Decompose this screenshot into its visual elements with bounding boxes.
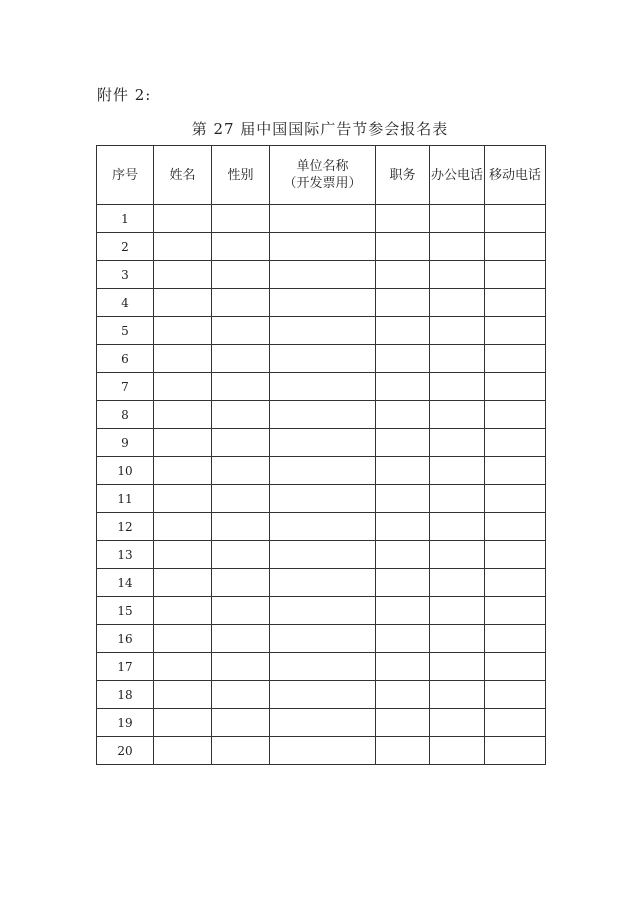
gender-field[interactable] bbox=[212, 345, 270, 373]
office-phone-field[interactable] bbox=[430, 317, 485, 345]
organization-field[interactable] bbox=[270, 317, 376, 345]
table-row bbox=[97, 569, 546, 597]
header-label: 职务 bbox=[389, 167, 416, 183]
name-field[interactable] bbox=[154, 597, 212, 625]
position-field[interactable] bbox=[376, 625, 430, 653]
office-phone-field[interactable] bbox=[430, 289, 485, 317]
table-row bbox=[97, 541, 546, 569]
mobile-phone-field[interactable] bbox=[485, 457, 546, 485]
name-field[interactable] bbox=[154, 373, 212, 401]
office-phone-field[interactable] bbox=[430, 345, 485, 373]
name-field[interactable] bbox=[154, 233, 212, 261]
gender-field[interactable] bbox=[212, 317, 270, 345]
header-cell-name bbox=[154, 146, 212, 205]
office-phone-field[interactable] bbox=[430, 457, 485, 485]
header-label: 性别 bbox=[227, 167, 254, 183]
header-cell-gender bbox=[212, 146, 270, 205]
position-field[interactable] bbox=[376, 737, 430, 765]
gender-field[interactable] bbox=[212, 457, 270, 485]
row-number: 12 bbox=[97, 513, 154, 541]
header-label: 办公电话 bbox=[430, 167, 483, 183]
position-field[interactable] bbox=[376, 513, 430, 541]
position-field[interactable] bbox=[376, 597, 430, 625]
position-field[interactable] bbox=[376, 569, 430, 597]
registration-table bbox=[96, 145, 546, 765]
name-field[interactable] bbox=[154, 541, 212, 569]
office-phone-field[interactable] bbox=[430, 569, 485, 597]
header-cell-position bbox=[376, 146, 430, 205]
position-field[interactable] bbox=[376, 457, 430, 485]
position-field[interactable] bbox=[376, 289, 430, 317]
mobile-phone-field[interactable] bbox=[485, 289, 546, 317]
header-cell-organization bbox=[270, 146, 376, 205]
position-field[interactable] bbox=[376, 205, 430, 233]
organization-field[interactable] bbox=[270, 597, 376, 625]
office-phone-field[interactable] bbox=[430, 541, 485, 569]
name-field[interactable] bbox=[154, 625, 212, 653]
organization-field[interactable] bbox=[270, 373, 376, 401]
name-field[interactable] bbox=[154, 317, 212, 345]
mobile-phone-field[interactable] bbox=[485, 653, 546, 681]
office-phone-field[interactable] bbox=[430, 625, 485, 653]
mobile-phone-field[interactable] bbox=[485, 597, 546, 625]
organization-field[interactable] bbox=[270, 289, 376, 317]
office-phone-field[interactable] bbox=[430, 681, 485, 709]
mobile-phone-field[interactable] bbox=[485, 569, 546, 597]
position-field[interactable] bbox=[376, 541, 430, 569]
gender-field[interactable] bbox=[212, 513, 270, 541]
gender-field[interactable] bbox=[212, 681, 270, 709]
gender-field[interactable] bbox=[212, 233, 270, 261]
row-number: 9 bbox=[97, 429, 154, 457]
name-field[interactable] bbox=[154, 429, 212, 457]
mobile-phone-field[interactable] bbox=[485, 429, 546, 457]
mobile-phone-field[interactable] bbox=[485, 485, 546, 513]
gender-field[interactable] bbox=[212, 737, 270, 765]
gender-field[interactable] bbox=[212, 205, 270, 233]
mobile-phone-field[interactable] bbox=[485, 681, 546, 709]
header-label: 移动电话 bbox=[488, 167, 541, 183]
table-row bbox=[97, 205, 546, 233]
row-number: 3 bbox=[97, 261, 154, 289]
organization-field[interactable] bbox=[270, 625, 376, 653]
mobile-phone-field[interactable] bbox=[485, 205, 546, 233]
organization-field[interactable] bbox=[270, 569, 376, 597]
name-field[interactable] bbox=[154, 289, 212, 317]
attachment-label: 附件 2: bbox=[97, 86, 152, 104]
name-field[interactable] bbox=[154, 261, 212, 289]
row-number: 4 bbox=[97, 289, 154, 317]
organization-field[interactable] bbox=[270, 513, 376, 541]
row-number: 8 bbox=[97, 401, 154, 429]
position-field[interactable] bbox=[376, 233, 430, 261]
name-field[interactable] bbox=[154, 485, 212, 513]
row-number: 19 bbox=[97, 709, 154, 737]
mobile-phone-field[interactable] bbox=[485, 401, 546, 429]
header-cell-mobile-phone bbox=[485, 146, 546, 205]
mobile-phone-field[interactable] bbox=[485, 345, 546, 373]
header-label: 姓名 bbox=[169, 167, 196, 183]
office-phone-field[interactable] bbox=[430, 597, 485, 625]
gender-field[interactable] bbox=[212, 569, 270, 597]
mobile-phone-field[interactable] bbox=[485, 709, 546, 737]
organization-field[interactable] bbox=[270, 737, 376, 765]
office-phone-field[interactable] bbox=[430, 709, 485, 737]
office-phone-field[interactable] bbox=[430, 401, 485, 429]
row-number: 11 bbox=[97, 485, 154, 513]
mobile-phone-field[interactable] bbox=[485, 373, 546, 401]
mobile-phone-field[interactable] bbox=[485, 513, 546, 541]
mobile-phone-field[interactable] bbox=[485, 261, 546, 289]
table-row bbox=[97, 317, 546, 345]
organization-field[interactable] bbox=[270, 233, 376, 261]
position-field[interactable] bbox=[376, 373, 430, 401]
name-field[interactable] bbox=[154, 653, 212, 681]
position-field[interactable] bbox=[376, 485, 430, 513]
table-row bbox=[97, 233, 546, 261]
table-row bbox=[97, 737, 546, 765]
table-row bbox=[97, 625, 546, 653]
table-row bbox=[97, 261, 546, 289]
name-field[interactable] bbox=[154, 205, 212, 233]
gender-field[interactable] bbox=[212, 653, 270, 681]
organization-field[interactable] bbox=[270, 709, 376, 737]
position-field[interactable] bbox=[376, 653, 430, 681]
organization-field[interactable] bbox=[270, 205, 376, 233]
gender-field[interactable] bbox=[212, 625, 270, 653]
gender-field[interactable] bbox=[212, 429, 270, 457]
office-phone-field[interactable] bbox=[430, 429, 485, 457]
position-field[interactable] bbox=[376, 317, 430, 345]
table-row bbox=[97, 513, 546, 541]
mobile-phone-field[interactable] bbox=[485, 233, 546, 261]
row-number: 18 bbox=[97, 681, 154, 709]
header-cell-index bbox=[97, 146, 154, 205]
table-row bbox=[97, 373, 546, 401]
table-row bbox=[97, 653, 546, 681]
row-number: 2 bbox=[97, 233, 154, 261]
gender-field[interactable] bbox=[212, 261, 270, 289]
organization-field[interactable] bbox=[270, 401, 376, 429]
table-row bbox=[97, 345, 546, 373]
office-phone-field[interactable] bbox=[430, 737, 485, 765]
table-row bbox=[97, 709, 546, 737]
name-field[interactable] bbox=[154, 401, 212, 429]
gender-field[interactable] bbox=[212, 541, 270, 569]
organization-field[interactable] bbox=[270, 681, 376, 709]
position-field[interactable] bbox=[376, 261, 430, 289]
row-number: 17 bbox=[97, 653, 154, 681]
row-number: 13 bbox=[97, 541, 154, 569]
row-number: 10 bbox=[97, 457, 154, 485]
name-field[interactable] bbox=[154, 457, 212, 485]
office-phone-field[interactable] bbox=[430, 653, 485, 681]
organization-field[interactable] bbox=[270, 485, 376, 513]
header-label: 序号 bbox=[111, 167, 138, 183]
row-number: 1 bbox=[97, 205, 154, 233]
header-row bbox=[97, 146, 546, 205]
mobile-phone-field[interactable] bbox=[485, 541, 546, 569]
mobile-phone-field[interactable] bbox=[485, 317, 546, 345]
table-row bbox=[97, 289, 546, 317]
row-number: 5 bbox=[97, 317, 154, 345]
name-field[interactable] bbox=[154, 737, 212, 765]
row-number: 16 bbox=[97, 625, 154, 653]
office-phone-field[interactable] bbox=[430, 513, 485, 541]
name-field[interactable] bbox=[154, 569, 212, 597]
header-label: 单位名称 bbox=[296, 159, 349, 174]
header-sublabel: （开发票用） bbox=[283, 176, 362, 191]
table-row bbox=[97, 429, 546, 457]
name-field[interactable] bbox=[154, 709, 212, 737]
table-row bbox=[97, 597, 546, 625]
table-row bbox=[97, 681, 546, 709]
gender-field[interactable] bbox=[212, 709, 270, 737]
position-field[interactable] bbox=[376, 681, 430, 709]
table-row bbox=[97, 401, 546, 429]
gender-field[interactable] bbox=[212, 373, 270, 401]
gender-field[interactable] bbox=[212, 289, 270, 317]
organization-field[interactable] bbox=[270, 345, 376, 373]
header-cell-office-phone bbox=[430, 146, 485, 205]
table-body bbox=[97, 205, 546, 765]
name-field[interactable] bbox=[154, 345, 212, 373]
mobile-phone-field[interactable] bbox=[485, 625, 546, 653]
table-row bbox=[97, 457, 546, 485]
row-number: 6 bbox=[97, 345, 154, 373]
row-number: 15 bbox=[97, 597, 154, 625]
name-field[interactable] bbox=[154, 681, 212, 709]
office-phone-field[interactable] bbox=[430, 485, 485, 513]
row-number: 14 bbox=[97, 569, 154, 597]
position-field[interactable] bbox=[376, 345, 430, 373]
row-number: 7 bbox=[97, 373, 154, 401]
organization-field[interactable] bbox=[270, 653, 376, 681]
position-field[interactable] bbox=[376, 401, 430, 429]
organization-field[interactable] bbox=[270, 261, 376, 289]
organization-field[interactable] bbox=[270, 429, 376, 457]
office-phone-field[interactable] bbox=[430, 261, 485, 289]
name-field[interactable] bbox=[154, 513, 212, 541]
form-title: 第 27 届中国国际广告节参会报名表 bbox=[191, 120, 449, 138]
mobile-phone-field[interactable] bbox=[485, 737, 546, 765]
office-phone-field[interactable] bbox=[430, 373, 485, 401]
gender-field[interactable] bbox=[212, 485, 270, 513]
gender-field[interactable] bbox=[212, 597, 270, 625]
organization-field[interactable] bbox=[270, 457, 376, 485]
row-number: 20 bbox=[97, 737, 154, 765]
position-field[interactable] bbox=[376, 709, 430, 737]
position-field[interactable] bbox=[376, 429, 430, 457]
gender-field[interactable] bbox=[212, 401, 270, 429]
table-row bbox=[97, 485, 546, 513]
office-phone-field[interactable] bbox=[430, 233, 485, 261]
office-phone-field[interactable] bbox=[430, 205, 485, 233]
organization-field[interactable] bbox=[270, 541, 376, 569]
